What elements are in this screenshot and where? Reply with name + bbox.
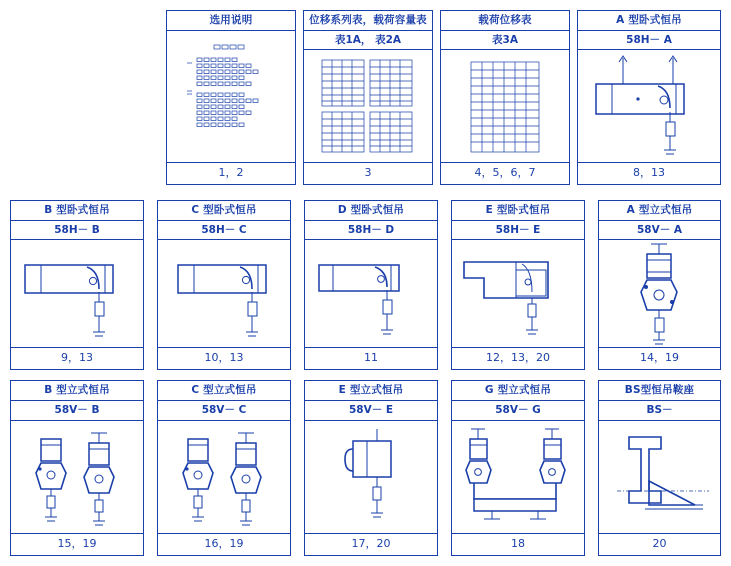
card-header: 载荷位移表 (441, 11, 569, 31)
card-type-e-vertical[interactable] (304, 380, 438, 556)
card-type-e-horizontal[interactable] (451, 200, 585, 370)
card-footer: 14，19 (599, 347, 720, 369)
card-figure-selection-notes (167, 31, 295, 162)
card-footer: 11 (305, 347, 437, 369)
card-figure-vertical-hanger-e (305, 421, 437, 533)
card-type-c-horizontal[interactable] (157, 200, 291, 370)
card-displacement-series-table[interactable] (303, 10, 433, 185)
card-header: BS型恒吊鞍座 (599, 381, 720, 401)
card-type-c-vertical[interactable] (157, 380, 291, 556)
card-type-b-vertical[interactable] (10, 380, 144, 556)
card-subheader: 58H－ A (578, 31, 720, 51)
card-header: 选用说明 (167, 11, 295, 31)
card-type-b-horizontal[interactable] (10, 200, 144, 370)
card-footer: 3 (304, 162, 432, 184)
card-subheader: 58V－ G (452, 401, 584, 421)
card-figure-vertical-hanger-a (599, 240, 720, 347)
vertical-hanger-c-icon (158, 421, 289, 533)
card-subheader: 58V－ C (158, 401, 290, 421)
card-footer: 4，5，6，7 (441, 162, 569, 184)
card-figure-vertical-hanger-g (452, 421, 584, 533)
horizontal-hanger-e-icon (452, 240, 583, 347)
card-header: A 型卧式恒吊 (578, 11, 720, 31)
card-figure-vertical-hanger-b (11, 421, 143, 533)
card-figure-horizontal-hanger-c (158, 240, 290, 347)
card-footer: 16，19 (158, 533, 290, 555)
card-header: D 型卧式恒吊 (305, 201, 437, 221)
card-footer: 17，20 (305, 533, 437, 555)
card-header: A 型立式恒吊 (599, 201, 720, 221)
card-footer: 9，13 (11, 347, 143, 369)
card-load-displacement-table[interactable] (440, 10, 570, 185)
horizontal-hanger-d-icon (305, 240, 436, 347)
card-header: C 型立式恒吊 (158, 381, 290, 401)
card-figure-vertical-hanger-c (158, 421, 290, 533)
card-figure-horizontal-hanger-a (578, 50, 720, 162)
card-figure-horizontal-hanger-e (452, 240, 584, 347)
card-subheader: 58H－ C (158, 221, 290, 241)
card-figure-horizontal-hanger-d (305, 240, 437, 347)
card-header: C 型卧式恒吊 (158, 201, 290, 221)
horizontal-hanger-c-icon (158, 240, 289, 347)
card-figure-horizontal-hanger-b (11, 240, 143, 347)
card-header: B 型立式恒吊 (11, 381, 143, 401)
card-selection-notes[interactable] (166, 10, 296, 185)
card-header: E 型立式恒吊 (305, 381, 437, 401)
card-subheader: 58H－ D (305, 221, 437, 241)
card-header: B 型卧式恒吊 (11, 201, 143, 221)
card-figure-two-data-tables (304, 50, 432, 162)
card-footer: 18 (452, 533, 584, 555)
card-subheader: BS－ (599, 401, 720, 421)
card-bs-saddle[interactable] (598, 380, 721, 556)
card-figure-beam-saddle (599, 421, 720, 533)
vertical-hanger-e-icon (305, 421, 436, 533)
card-footer: 12，13，20 (452, 347, 584, 369)
card-subheader: 58V－ B (11, 401, 143, 421)
vertical-hanger-b-icon (11, 421, 142, 533)
card-type-a-vertical[interactable] (598, 200, 721, 370)
horizontal-hanger-a-icon (578, 50, 719, 162)
card-subheader: 58V－ A (599, 221, 720, 241)
card-type-a-horizontal[interactable] (577, 10, 721, 185)
card-type-g-vertical[interactable] (451, 380, 585, 556)
card-subheader: 表1A， 表2A (304, 31, 432, 51)
card-header: E 型卧式恒吊 (452, 201, 584, 221)
card-subheader: 58V－ E (305, 401, 437, 421)
card-figure-one-data-table (441, 50, 569, 162)
card-footer: 20 (599, 533, 720, 555)
card-footer: 10，13 (158, 347, 290, 369)
card-subheader: 表3A (441, 31, 569, 51)
card-header: 位移系列表，载荷容量表 (304, 11, 432, 31)
bullet-note-lines-icon (167, 31, 294, 162)
card-subheader: 58H－ B (11, 221, 143, 241)
one-data-table-icon (441, 50, 568, 162)
card-subheader: 58H－ E (452, 221, 584, 241)
horizontal-hanger-b-icon (11, 240, 142, 347)
vertical-hanger-a-icon (599, 240, 719, 347)
card-footer: 15，19 (11, 533, 143, 555)
vertical-hanger-g-icon (452, 421, 583, 533)
card-type-d-horizontal[interactable] (304, 200, 438, 370)
beam-saddle-icon (599, 421, 719, 533)
card-footer: 8，13 (578, 162, 720, 184)
card-header: G 型立式恒吊 (452, 381, 584, 401)
two-data-tables-icon (304, 50, 431, 162)
card-footer: 1，2 (167, 162, 295, 184)
